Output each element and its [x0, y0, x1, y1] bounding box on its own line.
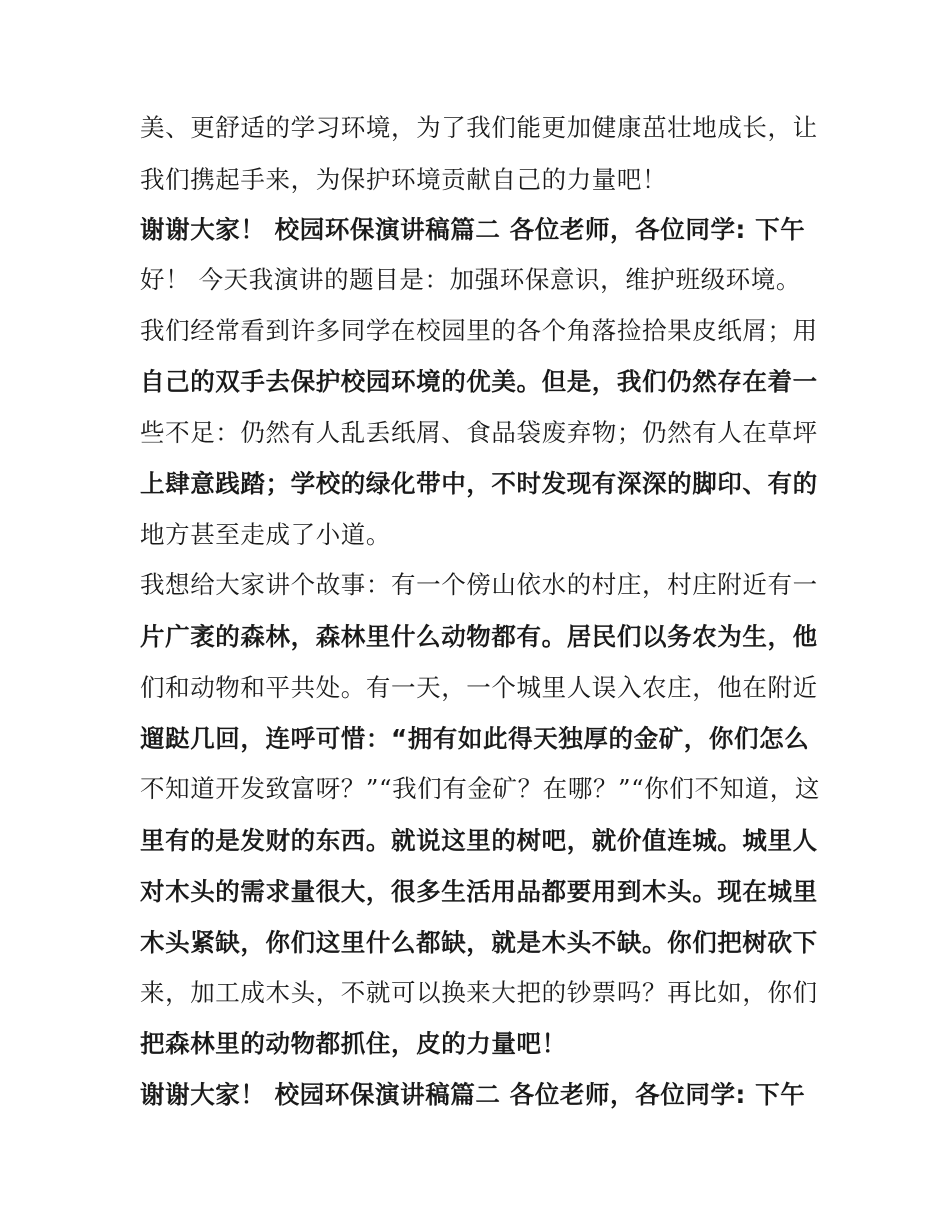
text-line: 我想给大家讲个故事：有一个傍山依水的村庄，村庄附近有一 — [140, 570, 818, 599]
text-line: 谢谢大家！ 校园环保演讲稿篇二 各位老师，各位同学: 下午 — [140, 1080, 806, 1109]
text-line: 对木头的需求量很大，很多生活用品都要用到木头。现在城里 — [140, 877, 818, 906]
text-line: 谢谢大家！ 校园环保演讲稿篇二 各位老师，各位同学: 下午 — [140, 215, 806, 244]
text-line: 美、更舒适的学习环境，为了我们能更加健康茁壮地成长，让 — [140, 113, 818, 142]
text-line: 好！ 今天我演讲的题目是：加强环保意识，维护班级环境。 — [140, 265, 801, 294]
text-line: 把森林里的动物都抓住，皮的力量吧！ — [140, 1029, 567, 1058]
text-line: 里有的是发财的东西。就说这里的树吧，就价值连城。城里人 — [140, 826, 818, 855]
text-line: 我们经常看到许多同学在校园里的各个角落捡拾果皮纸屑；用 — [140, 316, 818, 345]
text-line: 木头紧缺，你们这里什么都缺，就是木头不缺。你们把树砍下 — [140, 928, 818, 957]
text-line: 来，加工成木头，不就可以换来大把的钞票吗？再比如，你们 — [140, 978, 818, 1007]
text-line: 些不足：仍然有人乱丢纸屑、食品袋废弃物；仍然有人在草坪 — [140, 418, 818, 447]
text-line: 不知道开发致富呀？”“我们有金矿？在哪？”“你们不知道，这 — [140, 774, 820, 803]
text-line: 们和动物和平共处。有一天，一个城里人误入农庄，他在附近 — [140, 673, 818, 702]
text-line: 上肆意践踏；学校的绿化带中，不时发现有深深的脚印、有的 — [140, 469, 818, 498]
text-line: 我们携起手来，为保护环境贡献自己的力量吧！ — [140, 165, 668, 194]
text-line: 地方甚至走成了小道。 — [140, 520, 391, 549]
text-line: 遛跶几回，连呼可惜：“拥有如此得天独厚的金矿，你们怎么 — [140, 724, 810, 753]
text-line: 片广袤的森林，森林里什么动物都有。居民们以务农为生，他 — [140, 622, 818, 651]
text-line: 自己的双手去保护校园环境的优美。但是，我们仍然存在着一 — [140, 367, 818, 396]
